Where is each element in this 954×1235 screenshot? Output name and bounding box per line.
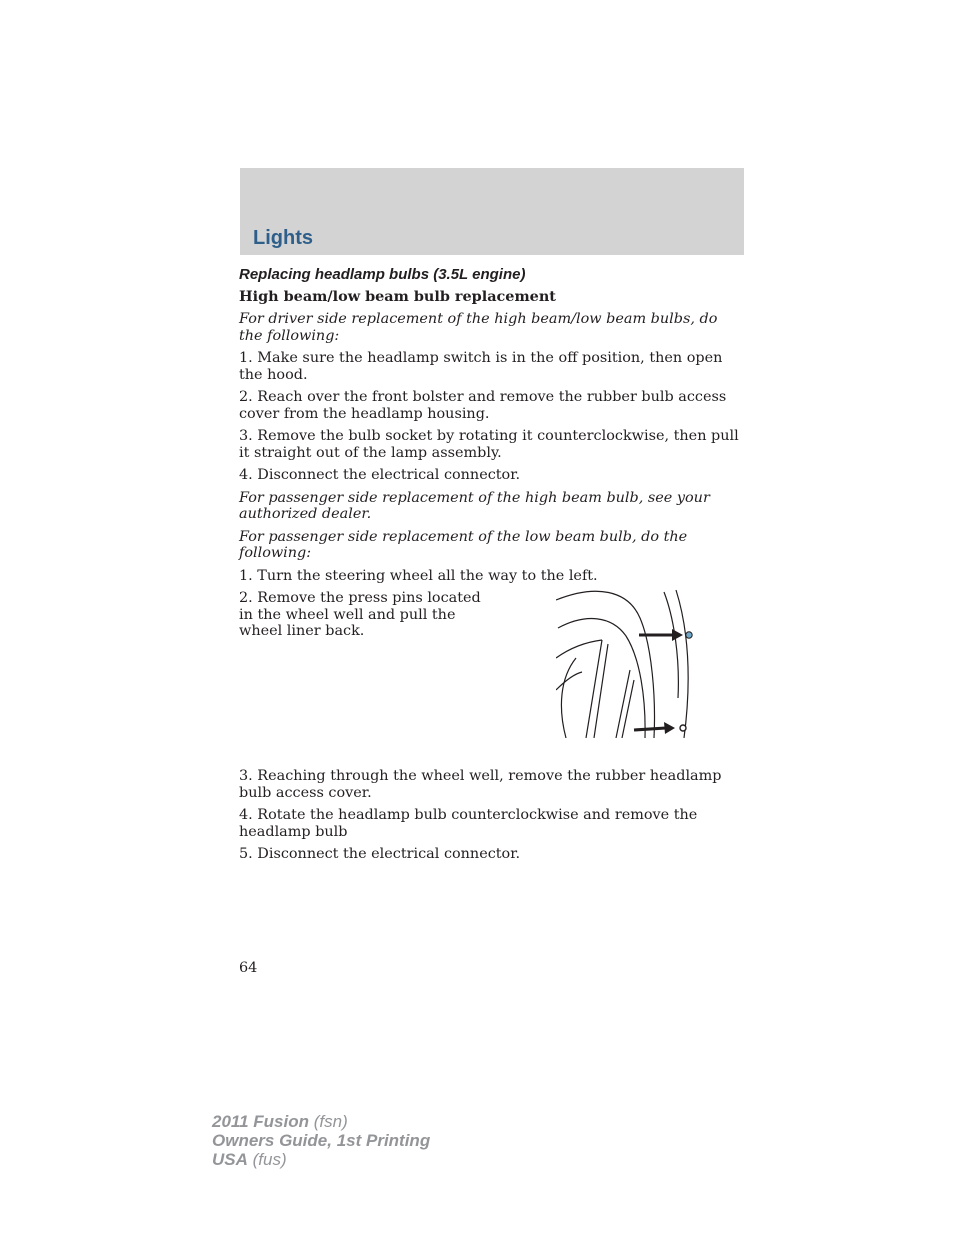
upper-pin-arrow-head xyxy=(672,629,683,641)
passenger-step-5: 5. Disconnect the electrical connector. xyxy=(239,846,521,862)
footer-region: USA xyxy=(212,1150,248,1169)
rim-spoke-1 xyxy=(586,640,602,738)
footer-line-region xyxy=(212,1150,430,1169)
footer-line-guide xyxy=(212,1131,430,1150)
press-pins-figure-row xyxy=(239,590,744,762)
subsection-title: Replacing headlamp bulbs (3.5L engine) xyxy=(239,266,526,283)
page-number: 64 xyxy=(239,960,258,976)
driver-step-3: 3. Remove the bulb socket by rotating it counterclockwise, then pull it straight out of the lamp assembly. xyxy=(239,428,739,461)
rim-spoke-2 xyxy=(594,644,608,738)
footer-guide: Owners Guide, 1st Printing xyxy=(212,1131,431,1150)
procedure-heading: High beam/low beam bulb replacement xyxy=(239,287,556,305)
passenger-high-beam-note: For passenger side replacement of the high beam bulb, see your authorized dealer. xyxy=(239,489,710,522)
driver-step-1: 1. Make sure the headlamp switch is in the off position, then open the hood. xyxy=(239,350,723,383)
lower-pin-arrow-head xyxy=(664,722,675,734)
passenger-step-3: 3. Reaching through the wheel well, remove the rubber headlamp bulb access cover. xyxy=(239,768,722,801)
wheel-liner-inner-edge xyxy=(558,619,645,738)
footer-model-code: (fsn) xyxy=(313,1112,348,1131)
fender-edge-2 xyxy=(664,592,678,698)
footer-model: 2011 Fusion xyxy=(212,1112,309,1131)
passenger-step-4: 4. Rotate the headlamp bulb counterclockwise and remove the headlamp bulb xyxy=(239,807,698,840)
rim-inner-curve xyxy=(556,640,602,658)
footer-line-model xyxy=(212,1112,430,1131)
passenger-step-2: 2. Remove the press pins located in the wheel well and pull the wheel liner back. xyxy=(239,590,481,639)
driver-step-2: 2. Reach over the front bolster and remove the rubber bulb access cover from the headlamp housing. xyxy=(239,389,727,422)
passenger-low-beam-intro: For passenger side replacement of the low beam bulb, do the following: xyxy=(239,528,688,561)
lower-press-pin xyxy=(680,725,686,731)
lower-pin-arrow-shaft xyxy=(634,728,666,730)
page-content xyxy=(239,267,744,869)
rim-inner-curve-2 xyxy=(556,672,582,690)
document-footer xyxy=(212,1112,430,1169)
passenger-step-1: 1. Turn the steering wheel all the way to the left. xyxy=(239,567,598,584)
tire-arc xyxy=(561,658,576,738)
section-title: Lights xyxy=(253,227,313,249)
driver-side-intro: For driver side replacement of the high beam/low beam bulbs, do the following: xyxy=(239,311,718,344)
footer-region-code: (fus) xyxy=(252,1150,287,1169)
upper-press-pin xyxy=(686,632,692,638)
driver-step-4: 4. Disconnect the electrical connector. xyxy=(239,467,521,483)
wheel-well-illustration xyxy=(556,588,701,738)
rim-spoke-3 xyxy=(616,670,630,738)
rim-spoke-4 xyxy=(622,680,634,738)
section-header-band xyxy=(240,168,744,255)
